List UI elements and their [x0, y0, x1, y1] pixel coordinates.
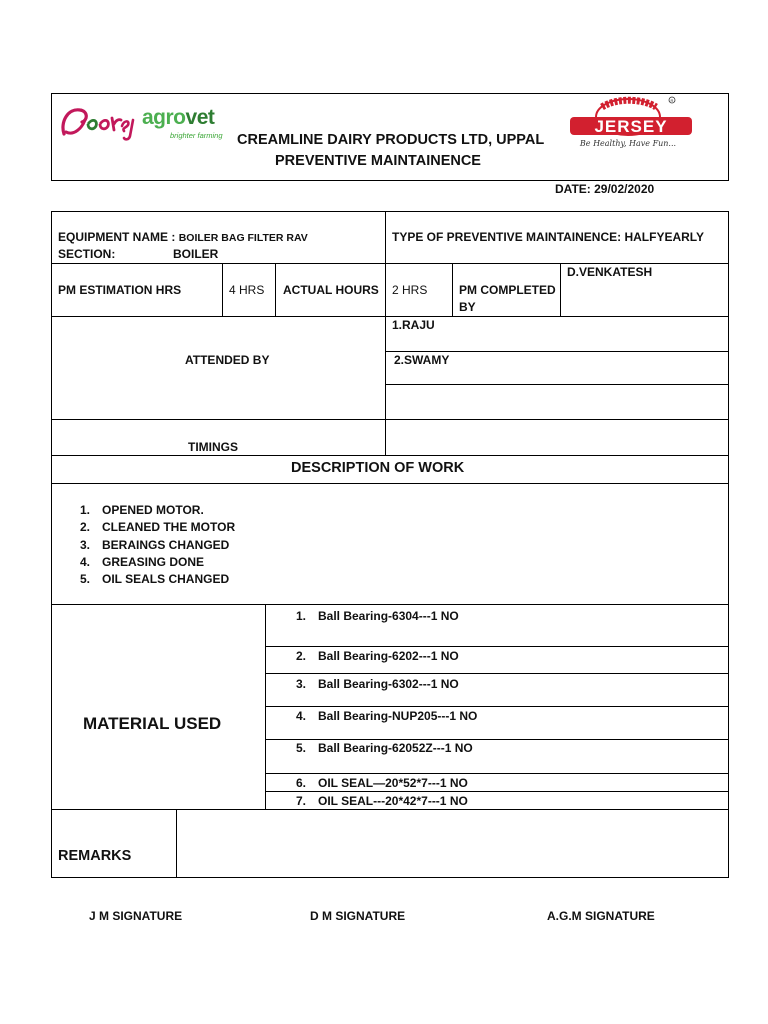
row-divider — [51, 809, 729, 810]
agrovet-wordmark: agrovet — [142, 106, 215, 129]
equipment-name-value: BOILER BAG FILTER RAV — [178, 232, 308, 244]
row-divider — [51, 455, 729, 456]
material-used-label: MATERIAL USED — [83, 714, 222, 733]
material-item: 4. Ball Bearing-NUP205---1 NO — [296, 709, 478, 723]
description-item: 5. OIL SEALS CHANGED — [80, 572, 230, 586]
col-divider — [265, 604, 266, 809]
attended-person-2: 2.SWAMY — [394, 353, 450, 367]
description-item: 3. BERAINGS CHANGED — [80, 538, 230, 552]
description-item: 4. GREASING DONE — [80, 555, 205, 569]
pm-completed-label: PM COMPLETED — [459, 283, 556, 297]
pm-estimation-value: 4 HRS — [229, 283, 265, 297]
material-row-divider — [265, 646, 729, 647]
material-item: 5. Ball Bearing-62052Z---1 NO — [296, 741, 473, 755]
col-divider — [385, 263, 386, 316]
row-divider — [51, 263, 729, 264]
pm-type: TYPE OF PREVENTIVE MAINTAINENCE: HALFYEARLY — [392, 230, 705, 244]
col-divider — [222, 263, 223, 316]
description-heading: DESCRIPTION OF WORK — [291, 460, 465, 476]
document-title: PREVENTIVE MAINTAINENCE — [275, 153, 481, 169]
attended-row-divider — [385, 384, 729, 385]
col-divider — [176, 809, 177, 878]
material-row-divider — [265, 791, 729, 792]
material-item: 6. OIL SEAL—20*52*7---1 NO — [296, 776, 468, 790]
material-row-divider — [265, 673, 729, 674]
section-label: SECTION: — [58, 247, 116, 261]
material-item: 1. Ball Bearing-6304---1 NO — [296, 609, 459, 623]
actual-hours-value: 2 HRS — [392, 283, 428, 297]
jm-signature-label: J M SIGNATURE — [89, 909, 183, 923]
material-row-divider — [265, 739, 729, 740]
col-divider — [385, 316, 386, 455]
timings-label: TIMINGS — [188, 440, 238, 454]
jersey-logo — [566, 95, 702, 151]
col-divider — [385, 211, 386, 263]
remarks-label: REMARKS — [58, 848, 132, 864]
col-divider — [560, 263, 561, 316]
attended-by-label: ATTENDED BY — [185, 353, 270, 367]
pm-estimation-label: PM ESTIMATION HRS — [58, 283, 182, 297]
dm-signature-label: D M SIGNATURE — [310, 909, 406, 923]
row-divider — [51, 483, 729, 484]
actual-hours-label: ACTUAL HOURS — [283, 283, 379, 297]
date-label: DATE: 29/02/2020 — [555, 182, 655, 196]
col-divider — [452, 263, 453, 316]
attended-person-1: 1.RAJU — [392, 318, 435, 332]
row-divider — [51, 604, 729, 605]
col-divider — [275, 263, 276, 316]
pm-completed-label-2: BY — [459, 300, 476, 314]
svg-text:JERSEY: JERSEY — [594, 117, 668, 136]
company-name: CREAMLINE DAIRY PRODUCTS LTD, UPPAL — [237, 132, 545, 148]
svg-text:R: R — [670, 98, 674, 103]
row-divider — [51, 419, 729, 420]
description-item: 2. CLEANED THE MOTOR — [80, 520, 236, 534]
equipment-name: EQUIPMENT NAME : BOILER BAG FILTER RAV — [58, 230, 308, 244]
material-item: 3. Ball Bearing-6302---1 NO — [296, 677, 459, 691]
description-item: 1. OPENED MOTOR. — [80, 503, 204, 517]
material-item: 7. OIL SEAL---20*42*7---1 NO — [296, 794, 468, 808]
attended-row-divider — [385, 351, 729, 352]
material-row-divider — [265, 773, 729, 774]
material-item: 2. Ball Bearing-6202---1 NO — [296, 649, 459, 663]
row-divider — [51, 316, 729, 317]
pm-completed-value: D.VENKATESH — [567, 265, 653, 279]
godrej-agrovet-logo — [58, 100, 228, 150]
section-value: BOILER — [173, 247, 219, 261]
svg-text:Be Healthy, Have Fun...: Be Healthy, Have Fun... — [579, 139, 677, 148]
agrovet-tagline: brighter farming — [170, 131, 223, 140]
material-row-divider — [265, 706, 729, 707]
agm-signature-label: A.G.M SIGNATURE — [547, 909, 655, 923]
